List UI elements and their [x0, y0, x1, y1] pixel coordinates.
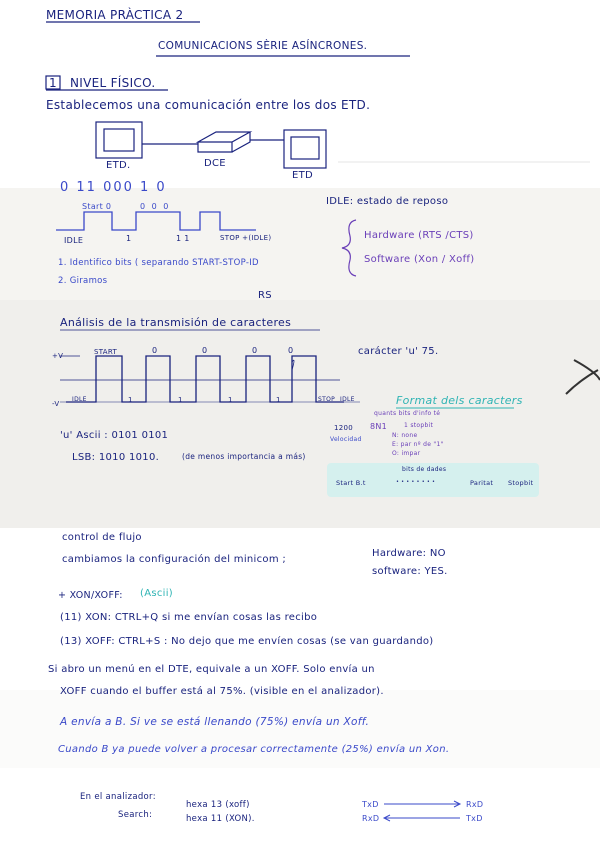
- xoff-line: (13) XOFF: CTRL+S : No dejo que me envíen cosas (se van guardando): [60, 636, 434, 647]
- frame-stopbit: Stopbit: [508, 479, 534, 487]
- wave2-one-2: 1: [178, 396, 183, 404]
- section-heading: NIVEL FÍSICO.: [70, 76, 156, 90]
- hexa13-value: hexa 13 (xoff): [186, 800, 250, 810]
- etd-right-computer-icon: [284, 130, 326, 168]
- wave1-zeros-label: 0 0 0: [140, 202, 171, 211]
- wave2-idle2: IDLE: [340, 396, 355, 403]
- xon-line: (11) XON: CTRL+Q si me envían cosas las recibo: [60, 612, 318, 623]
- wave2-plusv: +V: [52, 352, 64, 360]
- lsb-code: LSB: 1010 1010.: [72, 452, 160, 463]
- wave2-zero-4: 0: [288, 346, 294, 355]
- wave2-minusv: -V: [52, 400, 60, 408]
- label-etd-right: ETD: [292, 170, 314, 181]
- explain-line-2: Cuando B ya puede volver a procesar correctamente (25%) envía un Xon.: [58, 744, 450, 755]
- idle-definition: IDLE: estado de reposo: [326, 196, 449, 207]
- minicom-software: software: YES.: [372, 566, 448, 577]
- intro-text: Establecemos una comunicación entre los dos ETD.: [46, 98, 371, 112]
- wave2-start: START: [94, 348, 118, 356]
- dte-paragraph-1: Si abro un menú en el DTE, equivale a un XOFF. Solo envía un: [48, 664, 375, 675]
- wave2-zero-3: 0: [252, 346, 258, 355]
- caracter-label: carácter 'u' 75.: [358, 346, 439, 357]
- frame-paritat: Paritat: [470, 479, 494, 487]
- analizador-label: En el analizador:: [80, 792, 156, 802]
- format-quants: quants bits d'info té: [374, 410, 441, 417]
- format-odd: O: impar: [392, 450, 421, 457]
- rs-label: RS: [258, 290, 272, 301]
- format-baud-label: Velocidad: [330, 436, 362, 443]
- wave2-stop: STOP: [318, 396, 336, 403]
- brace: [342, 220, 356, 276]
- txd-left-top: TxD: [362, 800, 379, 809]
- search-label: Search:: [118, 810, 153, 820]
- step-1: 1. Identifico bits ( separando START-STOP-ID: [58, 258, 259, 268]
- waveform-2: [60, 356, 360, 402]
- arrow-left: [384, 815, 460, 821]
- waveform-1: [56, 212, 256, 230]
- format-stopbit: 1 stopbit: [404, 422, 434, 429]
- txd-rxd-arrows: [384, 801, 460, 821]
- wave1-one-label: 1: [126, 234, 132, 243]
- wave1-start-label: Start 0: [82, 202, 112, 211]
- label-dce: DCE: [204, 158, 226, 169]
- format-code: 8N1: [370, 422, 388, 431]
- dte-paragraph-2: XOFF cuando el buffer está al 75%. (visible en el analizador).: [60, 686, 384, 697]
- lsb-note: (de menos importancia a más): [182, 452, 306, 461]
- flow-control-heading: control de flujo: [62, 532, 142, 543]
- wave2-one-4: 1: [276, 396, 281, 404]
- minicom-config: cambiamos la configuración del minicom ;: [62, 554, 287, 565]
- wave2-zero-1: 0: [152, 346, 158, 355]
- frame-startbit: Start B.t: [336, 479, 366, 487]
- ascii-code: 'u' Ascii : 0101 0101: [60, 430, 169, 441]
- section-number-box: [46, 76, 60, 89]
- rxd-left-bottom: RxD: [362, 814, 380, 823]
- wave1-idle-label: IDLE: [64, 236, 84, 245]
- wave2-one-1: 1: [128, 396, 133, 404]
- explain-line-1: A envía a B. Si ve se está llenando (75%) envía un Xoff.: [60, 716, 370, 728]
- page-subtitle: COMUNICACIONS SÈRIE ASÍNCRONES.: [158, 40, 368, 52]
- flow-software: Software (Xon / Xoff): [364, 254, 475, 265]
- txd-right-bottom: TxD: [466, 814, 483, 823]
- format-even: E: par nº de "1": [392, 441, 444, 448]
- wave2-idle: IDLE: [72, 396, 87, 403]
- flow-hardware: Hardware (RTS /CTS): [364, 230, 474, 241]
- format-baud: 1200: [334, 424, 354, 432]
- margin-mark: [566, 360, 600, 394]
- format-none: N: none: [392, 432, 418, 439]
- label-etd-left: ETD.: [106, 160, 131, 171]
- section-number: 1: [49, 76, 57, 90]
- rxd-right-top: RxD: [466, 800, 484, 809]
- wave1-ones-label: 1 1: [176, 234, 190, 243]
- dce-modem-icon: [198, 132, 250, 152]
- page-title: MEMORIA PRÀCTICA 2: [46, 8, 184, 22]
- minicom-hardware: Hardware: NO: [372, 548, 446, 559]
- ascii-note: (Ascii): [140, 588, 174, 599]
- arrow-right: [384, 801, 460, 807]
- analysis-heading: Análisis de la transmisión de caracteres: [60, 316, 292, 329]
- frame-dots: • • • • • • • •: [396, 479, 436, 485]
- bit-sequence: 0 11 000 1 0: [60, 180, 167, 195]
- step-2: 2. Giramos: [58, 276, 108, 286]
- wave2-one-3: 1: [228, 396, 233, 404]
- xon-xoff-label: + XON/XOFF:: [58, 590, 123, 601]
- format-title: Format dels caracters: [396, 394, 523, 407]
- wave2-zero-2: 0: [202, 346, 208, 355]
- bits-dades-label: bits de dades: [402, 466, 447, 473]
- hexa11-value: hexa 11 (XON).: [186, 814, 255, 824]
- wave1-stop-label: STOP +(IDLE): [220, 234, 272, 242]
- etd-left-computer-icon: [96, 122, 142, 158]
